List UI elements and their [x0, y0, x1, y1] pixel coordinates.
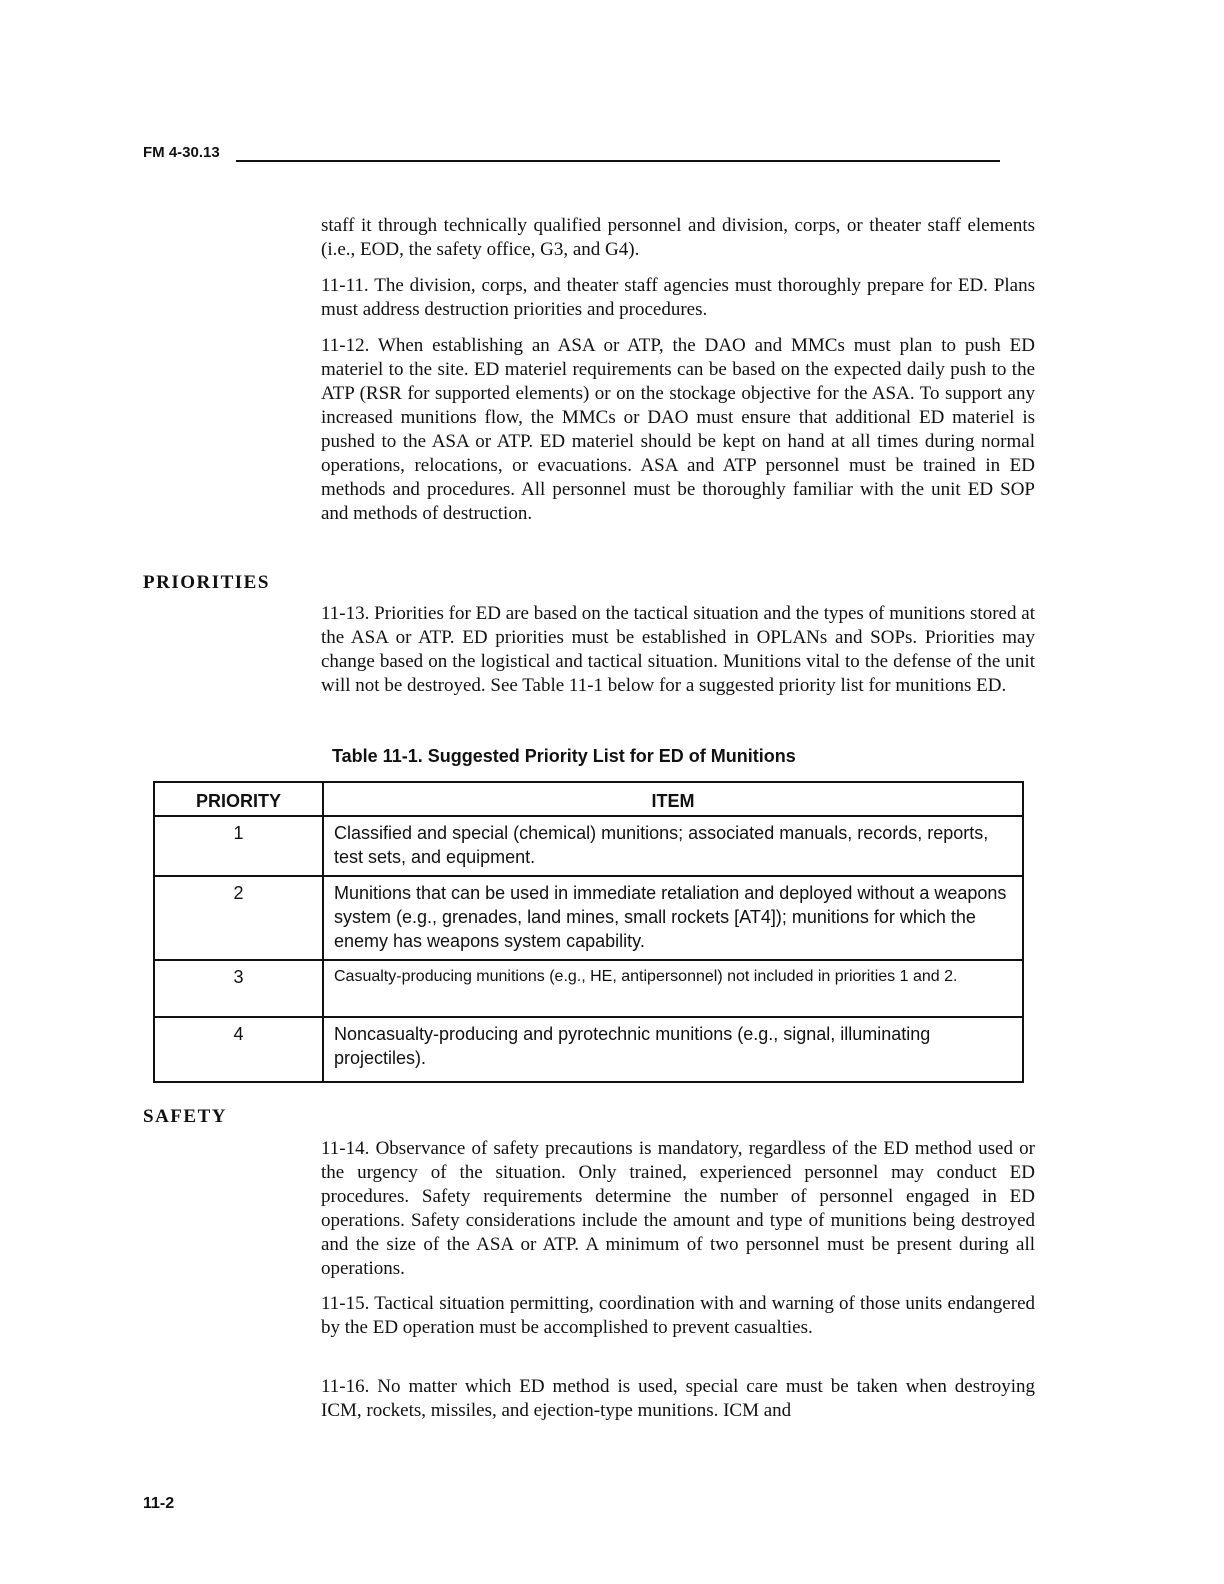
table-caption: Table 11-1. Suggested Priority List for ED of Munitions	[332, 746, 796, 766]
paragraph-11-12: 11-12. When establishing an ASA or ATP, the DAO and MMCs must plan to push ED materiel to the site. ED materiel requirements can be based on the expected daily push to the ATP (RSR for supported elements) or on the stockage objective for the ASA. To support any increased munitions flow, the MMCs or DAO must ensure that additional ED materiel is pushed to the ASA or ATP. ED materiel should be kept on hand at all times during normal operations, relocations, or evacuations. ASA and ATP personnel must be trained in ED methods and procedures. All personnel must be thoroughly familiar with the unit ED SOP and methods of destruction.	[321, 335, 1035, 524]
priority-cell: 3	[154, 960, 323, 1017]
paragraph-11-15: 11-15. Tactical situation permitting, coordination with and warning of those units endangered by the ED operation must be accomplished to prevent casualties.	[321, 1293, 1035, 1338]
paragraph-11-13: 11-13. Priorities for ED are based on the tactical situation and the types of munitions stored at the ASA or ATP. ED priorities must be established in OPLANs and SOPs. Priorities may change based on the logistical and tactical situation. Munitions vital to the defense of the unit will not be destroyed. See Table 11-1 below for a suggested priority list for munitions ED.	[321, 603, 1035, 696]
table-header-row	[154, 782, 1023, 816]
table-row	[154, 876, 1023, 960]
paragraph-11-16: 11-16. No matter which ED method is used, special care must be taken when destroying ICM, rockets, missiles, and ejection-type munitions. ICM and	[321, 1376, 1035, 1421]
paragraph-continuation: staff it through technically qualified personnel and division, corps, or theater staff elements (i.e., EOD, the safety office, G3, and G4).	[321, 215, 1035, 260]
item-cell: Classified and special (chemical) munitions; associated manuals, records, reports, test sets, and equipment.	[323, 816, 1023, 876]
priority-cell: 1	[154, 816, 323, 876]
section-heading-priorities: PRIORITIES	[143, 572, 270, 593]
header-rule	[236, 160, 1000, 162]
page-number: 11-2	[143, 1495, 175, 1512]
paragraph-11-14: 11-14. Observance of safety precautions is mandatory, regardless of the ED method used or the urgency of the situation. Only trained, experienced personnel may conduct ED procedures. Safety requirements determine the number of personnel engaged in ED operations. Safety considerations include the amount and type of munitions being destroyed and the size of the ASA or ATP. A minimum of two personnel must be present during all operations.	[321, 1138, 1035, 1279]
column-header-priority: PRIORITY	[154, 782, 323, 816]
document-id: FM 4-30.13	[143, 144, 220, 161]
priority-cell: 2	[154, 876, 323, 960]
priority-cell: 4	[154, 1017, 323, 1082]
table-row	[154, 960, 1023, 1017]
priority-table	[153, 781, 1024, 1083]
column-header-item: ITEM	[323, 782, 1023, 816]
item-cell: Munitions that can be used in immediate retaliation and deployed without a weapons system (e.g., grenades, land mines, small rockets [AT4]); munitions for which the enemy has weapons system capability.	[323, 876, 1023, 960]
table-row	[154, 816, 1023, 876]
item-cell: Casualty-producing munitions (e.g., HE, antipersonnel) not included in priorities 1 and 2.	[323, 960, 1023, 1017]
paragraph-11-11: 11-11. The division, corps, and theater staff agencies must thoroughly prepare for ED. Plans must address destruction priorities and procedures.	[321, 275, 1035, 320]
running-header	[143, 144, 1000, 164]
table-row	[154, 1017, 1023, 1082]
item-cell: Noncasualty-producing and pyrotechnic munitions (e.g., signal, illuminating projectiles).	[323, 1017, 1023, 1082]
section-heading-safety: SAFETY	[143, 1106, 227, 1127]
